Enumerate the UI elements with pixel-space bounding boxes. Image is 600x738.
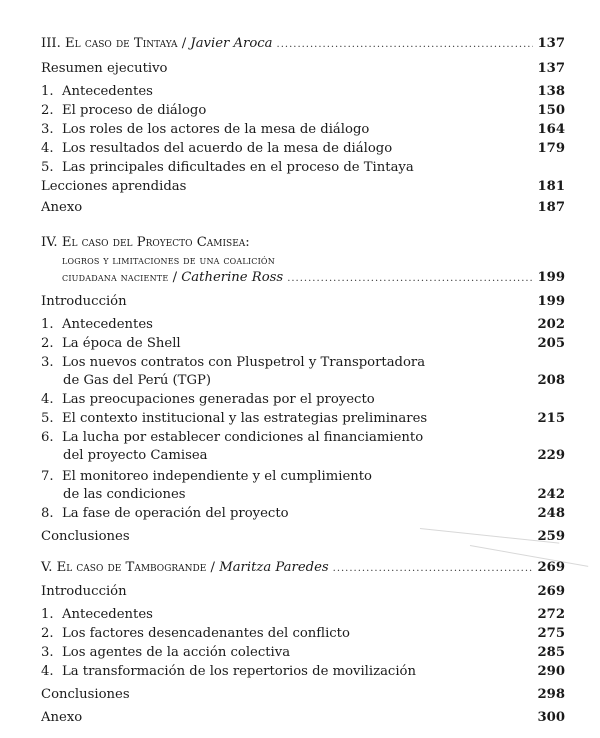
toc-entry[interactable] — [41, 336, 565, 352]
entry-number: 3. — [41, 122, 54, 137]
dot-leader — [333, 561, 533, 577]
page-number: 275 — [537, 626, 565, 641]
separator: / — [181, 36, 187, 51]
entry-label: Anexo — [41, 200, 83, 215]
toc-entry-continuation[interactable] — [63, 373, 565, 389]
page-number: 137 — [537, 36, 565, 51]
page-number: 229 — [537, 448, 565, 463]
page-number: 137 — [537, 61, 565, 76]
toc-entry[interactable] — [41, 355, 565, 371]
entry-number: 6. — [41, 430, 54, 445]
entry-label: Los roles de los actores de la mesa de diálogo — [62, 122, 370, 137]
toc-entry[interactable] — [41, 122, 565, 138]
entry-label: Lecciones aprendidas — [41, 179, 187, 194]
entry-number: 1. — [41, 317, 54, 332]
page-number: 150 — [537, 103, 565, 118]
page-number: 164 — [537, 122, 565, 137]
entry-number: 3. — [41, 355, 54, 370]
toc-entry[interactable] — [41, 506, 565, 522]
entry-number: 1. — [41, 84, 54, 99]
entry-number: 5. — [41, 160, 54, 175]
page-number: 242 — [537, 487, 565, 502]
section-v-heading[interactable] — [41, 560, 565, 577]
entry-label: La lucha por establecer condiciones al financiamiento — [62, 430, 424, 445]
toc-entry[interactable] — [41, 411, 565, 427]
entry-number: 3. — [41, 645, 54, 660]
entry-label-continued: de las condiciones — [63, 487, 186, 502]
entry-label: Los factores desencadenantes del conflicto — [62, 626, 350, 641]
toc-entry[interactable] — [41, 103, 565, 119]
entry-number: 1. — [41, 607, 54, 622]
entry-label: La época de Shell — [62, 336, 181, 351]
toc-entry-anexo[interactable] — [41, 200, 565, 216]
toc-entry[interactable] — [41, 664, 565, 680]
separator: / — [172, 270, 178, 285]
page-number: 248 — [537, 506, 565, 521]
section-iv-subtitle-line2[interactable] — [62, 270, 565, 287]
page-number: 199 — [537, 294, 565, 309]
section-title: El caso de Tintaya — [65, 36, 178, 51]
toc-entry-conclusiones[interactable] — [41, 687, 565, 703]
toc-entry[interactable] — [41, 317, 565, 333]
toc-entry[interactable] — [41, 645, 565, 661]
section-numeral: V. — [41, 560, 53, 575]
section-iv-subtitle-line1 — [62, 253, 565, 269]
entry-label: Las preocupaciones generadas por el proyecto — [62, 392, 375, 407]
section-author: Javier Aroca — [190, 36, 273, 51]
dot-leader — [287, 271, 533, 287]
entry-label: Introducción — [41, 584, 127, 599]
toc-entry-continuation[interactable] — [63, 448, 565, 464]
page-number: 272 — [537, 607, 565, 622]
entry-label: Antecedentes — [62, 84, 153, 99]
page-number: 285 — [537, 645, 565, 660]
page-number: 215 — [537, 411, 565, 426]
entry-number: 5. — [41, 411, 54, 426]
toc-entry-lecciones[interactable] — [41, 179, 565, 195]
entry-label: El contexto institucional y las estrategias preliminares — [62, 411, 428, 426]
entry-label-continued: del proyecto Camisea — [63, 448, 208, 463]
page-number: 259 — [537, 529, 565, 544]
section-iv-heading[interactable] — [41, 235, 565, 251]
entry-number: 2. — [41, 336, 54, 351]
section-numeral: IV. — [41, 235, 58, 250]
entry-number: 2. — [41, 103, 54, 118]
dot-leader — [277, 37, 533, 53]
page-number: 208 — [537, 373, 565, 388]
toc-entry[interactable] — [41, 430, 565, 446]
toc-entry-anexo[interactable] — [41, 710, 565, 726]
entry-label-continued: de Gas del Perú (TGP) — [63, 373, 212, 388]
toc-entry[interactable] — [41, 469, 565, 485]
toc-entry[interactable] — [41, 607, 565, 623]
entry-number: 7. — [41, 469, 54, 484]
page-number: 290 — [537, 664, 565, 679]
entry-number: 8. — [41, 506, 54, 521]
entry-label: La transformación de los repertorios de movilización — [62, 664, 416, 679]
entry-label: Antecedentes — [62, 607, 153, 622]
section-iii-heading[interactable] — [41, 36, 565, 53]
section-title: El caso del Proyecto Camisea: — [61, 235, 250, 250]
section-subtitle: logros y limitaciones de una coalición — [62, 254, 275, 267]
entry-label: Los nuevos contratos con Pluspetrol y Transportadora — [62, 355, 426, 370]
entry-number: 2. — [41, 626, 54, 641]
entry-label: El proceso de diálogo — [62, 103, 207, 118]
toc-entry-introduccion[interactable] — [41, 294, 565, 310]
page-number: 199 — [537, 270, 565, 285]
page-number: 138 — [537, 84, 565, 99]
entry-label: Antecedentes — [62, 317, 153, 332]
entry-label: Los agentes de la acción colectiva — [62, 645, 291, 660]
entry-label: Introducción — [41, 294, 127, 309]
entry-label: Los resultados del acuerdo de la mesa de diálogo — [62, 141, 393, 156]
section-numeral: III. — [41, 36, 61, 51]
page-number: 205 — [537, 336, 565, 351]
page-number: 179 — [537, 141, 565, 156]
section-subtitle: ciudadana naciente — [62, 271, 169, 284]
entry-label: Resumen ejecutivo — [41, 61, 168, 76]
entry-number: 4. — [41, 141, 54, 156]
entry-number: 4. — [41, 392, 54, 407]
entry-label: La fase de operación del proyecto — [62, 506, 289, 521]
entry-label: Anexo — [41, 710, 83, 725]
toc-entry-introduccion[interactable] — [41, 584, 565, 600]
page-number: 187 — [537, 200, 565, 215]
toc-entry[interactable] — [41, 626, 565, 642]
toc-entry[interactable] — [41, 84, 565, 100]
entry-label: Las principales dificultades en el proceso de Tintaya — [62, 160, 414, 175]
entry-label: El monitoreo independiente y el cumplimiento — [62, 469, 372, 484]
entry-label: Conclusiones — [41, 529, 130, 544]
toc-entry-continuation[interactable] — [63, 487, 565, 503]
separator: / — [210, 560, 215, 575]
toc-entry[interactable] — [41, 160, 565, 176]
entry-number: 4. — [41, 664, 54, 679]
page-number: 181 — [537, 179, 565, 194]
page-number: 298 — [537, 687, 565, 702]
toc-entry[interactable] — [41, 141, 565, 157]
page-number: 269 — [537, 584, 565, 599]
section-author: Maritza Paredes — [219, 560, 329, 575]
toc-entry-conclusiones[interactable] — [41, 529, 565, 545]
toc-entry-resumen[interactable] — [41, 61, 565, 77]
entry-label: Conclusiones — [41, 687, 130, 702]
page-number: 269 — [537, 560, 565, 575]
section-title: El caso de Tambogrande — [56, 560, 207, 575]
page-number: 300 — [537, 710, 565, 725]
section-author: Catherine Ross — [181, 270, 284, 285]
toc-entry[interactable] — [41, 392, 565, 408]
page-number: 202 — [537, 317, 565, 332]
